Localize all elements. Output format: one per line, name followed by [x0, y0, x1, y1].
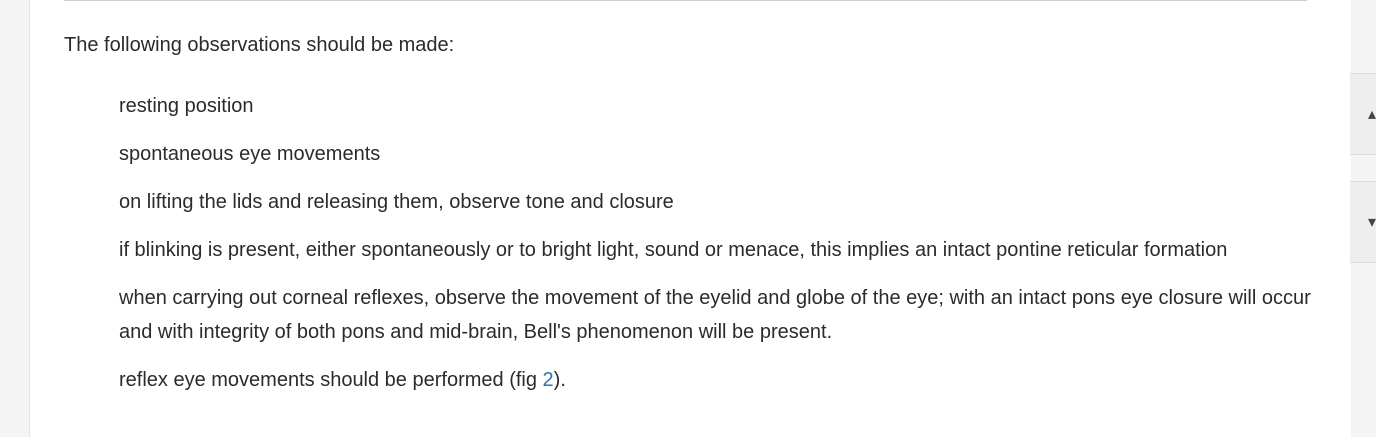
observations-intro: The following observations should be made:	[64, 34, 455, 56]
observations-list	[119, 89, 1319, 411]
list-item-text-end: ).	[553, 369, 566, 391]
chevron-up-icon: ▴	[1367, 106, 1376, 123]
scroll-down-tab[interactable]	[1350, 181, 1376, 263]
list-item: resting position	[119, 95, 254, 117]
article-page	[29, 0, 1351, 437]
list-item	[119, 363, 1319, 397]
list-item: spontaneous eye movements	[119, 143, 381, 165]
list-item: when carrying out corneal reflexes, observe the movement of the eyelid and globe of the eye; with an intact pons eye closure will occur and with integrity of both pons and mid-brain, Bell's phenomenon will be present.	[119, 287, 1311, 343]
chevron-down-icon: ▾	[1367, 214, 1376, 231]
section-divider	[64, 0, 1307, 1]
list-item-text: reflex eye movements should be performed (fig	[119, 369, 543, 391]
scroll-up-tab[interactable]	[1350, 73, 1376, 155]
list-item: on lifting the lids and releasing them, observe tone and closure	[119, 191, 674, 213]
list-item: if blinking is present, either spontaneously or to bright light, sound or menace, this implies an intact pontine reticular formation	[119, 239, 1228, 261]
figure-2-link[interactable]: 2	[542, 369, 554, 391]
